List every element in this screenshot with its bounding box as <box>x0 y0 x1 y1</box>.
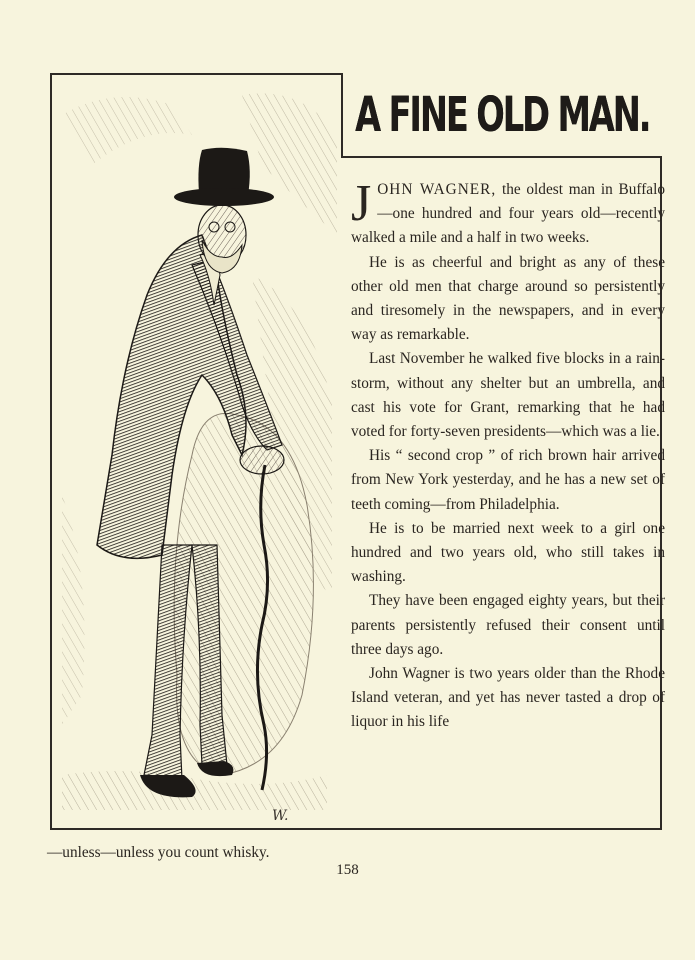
paragraph-5: He is to be married next week to a girl one hundred and two years old, who still takes in washing. <box>351 519 665 586</box>
article-body <box>351 175 665 735</box>
paragraph-3: Last November he walked five blocks in a rain-storm, without any shelter but an umbrella, and cast his vote for Grant, remarking that he had voted for forty-seven presidents—which was a lie. <box>351 350 665 441</box>
drop-cap: J <box>351 175 372 232</box>
continuation-line: —unless—unless you count whisky. <box>47 844 270 861</box>
title-box <box>341 73 662 158</box>
lead-in: OHN WAGNER, <box>377 181 497 198</box>
page-number: 158 <box>336 862 359 878</box>
old-man-illustration <box>52 75 342 828</box>
paragraph-7: John Wagner is two years older than the Rhode Island veteran, and yet has never tasted a drop of liquor in his life <box>351 665 665 731</box>
paragraph-1: JOHN WAGNER, the oldest man in Buffalo—one hundred and four years old—recently walked a mile and a half in two weeks. <box>351 175 665 247</box>
page-title: A FINE OLD MAN. <box>355 86 650 143</box>
artist-signature: W. <box>272 808 289 824</box>
paragraph-6: They have been engaged eighty years, but their parents persistently refused their consent until three days ago. <box>351 592 665 658</box>
paragraph-2: He is as cheerful and bright as any of these other old men that charge around so persistently and tiresomely in the newspapers, and in every way as remarkable. <box>351 253 665 344</box>
paragraph-4: His “ second crop ” of rich brown hair arrived from New York yesterday, and he has a new set of teeth coming—from Philadelphia. <box>351 447 665 513</box>
